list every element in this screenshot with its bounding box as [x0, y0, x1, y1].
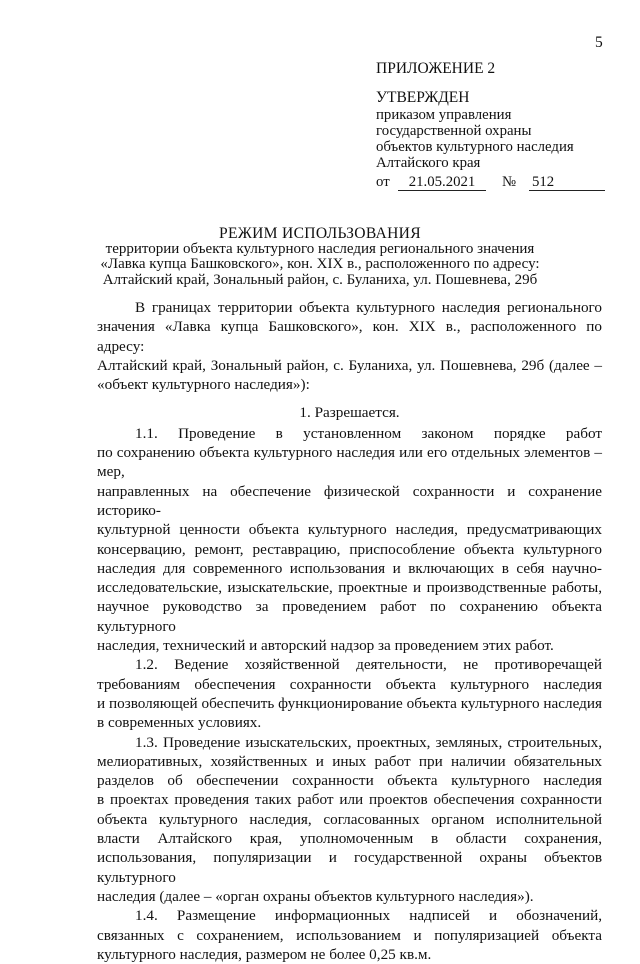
order-date-line	[376, 172, 616, 192]
text-line: в современных условиях.	[97, 714, 262, 732]
text-line: и позволяющей обеспечить функционирование объекта культурного наследия	[97, 694, 602, 712]
text-line: консервацию, ремонт, реставрацию, приспособление объекта культурного	[97, 540, 602, 558]
item-1-4	[97, 906, 602, 964]
item-1-2	[97, 655, 602, 732]
text-line: 1.1. Проведение в установленном законом порядке работ	[135, 424, 602, 442]
text-line: 1.2. Ведение хозяйственной деятельности, не противоречащей	[135, 656, 602, 674]
title-line: Алтайский край, Зональный район, с. Буланиха, ул. Пошевнева, 29б	[102, 271, 538, 288]
text-line: 1.3. Проведение изыскательских, проектных, земляных, строительных,	[135, 733, 602, 751]
text-line: Алтайский край, Зональный район, с. Буланиха, ул. Пошевнева, 29б (далее –	[97, 356, 602, 374]
date-prefix: от	[376, 174, 390, 190]
text-line: наследия для современного использования и включающих в себя научно-	[97, 559, 602, 577]
approval-line: приказом управления	[376, 107, 512, 123]
number-sign: №	[502, 174, 517, 190]
text-line: наследия, технический и авторский надзор за проведением этих работ.	[97, 637, 554, 655]
text-line: в проектах проведения таких работ или проектов обеспечения сохранности	[97, 791, 602, 809]
page-number: 5	[595, 34, 603, 51]
title-line: территории объекта культурного наследия регионального значения	[105, 241, 535, 258]
text-line: мелиоративных, хозяйственных и иных работ при наличии обязательных	[97, 752, 602, 770]
text-line: направленных на обеспечение физической сохранности и сохранение историко-	[97, 482, 602, 519]
intro-paragraph	[97, 298, 602, 394]
title-line: «Лавка купца Башковского», кон. XIX в., расположенного по адресу:	[100, 256, 540, 273]
item-1-3	[97, 733, 602, 907]
text-line: использования, популяризации и государственной охраны объектов культурного	[97, 849, 602, 886]
order-number: 512	[529, 174, 605, 191]
text-line: исследовательские, изыскательские, проектные и производственные работы,	[97, 579, 602, 597]
text-line: связанных с сохранением, использованием и популяризацией объекта	[97, 926, 602, 944]
text-line: культурного наследия, размером не более 0,25 кв.м.	[97, 945, 432, 963]
approval-line: государственной охраны	[376, 123, 532, 139]
appendix-label: ПРИЛОЖЕНИЕ 2	[376, 60, 496, 77]
text-line: В границах территории объекта культурного наследия регионального	[135, 299, 602, 316]
text-line: наследия (далее – «орган охраны объектов культурного наследия»).	[97, 887, 534, 905]
section-heading: 1. Разрешается.	[299, 404, 400, 422]
text-line: разделов об обеспечении сохранности объекта культурного наследия	[97, 772, 602, 790]
text-line: по сохранению объекта культурного наследия или его отдельных элементов – мер,	[97, 444, 602, 481]
text-line: требованиям обеспечения сохранности объекта культурного наследия	[97, 675, 602, 693]
text-line: объекта культурного наследия, согласованных органом исполнительной	[97, 810, 602, 828]
text-line: значения «Лавка купца Башковского», кон. XIX в., расположенного по адресу:	[97, 318, 602, 355]
title-heading: РЕЖИМ ИСПОЛЬЗОВАНИЯ	[219, 225, 421, 242]
text-line: «объект культурного наследия»):	[97, 376, 310, 394]
approval-block	[376, 61, 616, 192]
text-line: научное руководство за проведением работ по сохранению объекта культурного	[97, 598, 602, 635]
text-line: культурной ценности объекта культурного наследия, предусматривающих	[97, 521, 602, 539]
approved-label: УТВЕРЖДЕН	[376, 89, 470, 106]
text-line: 1.4. Размещение информационных надписей и обозначений,	[135, 907, 602, 925]
approval-line: объектов культурного наследия	[376, 139, 574, 155]
order-date: 21.05.2021	[398, 174, 486, 191]
document-body	[97, 298, 602, 964]
approval-line: Алтайского края	[376, 155, 481, 171]
item-1-1	[97, 424, 602, 656]
document-title	[90, 226, 550, 288]
text-line: власти Алтайского края, уполномоченным в области сохранения,	[97, 830, 602, 848]
